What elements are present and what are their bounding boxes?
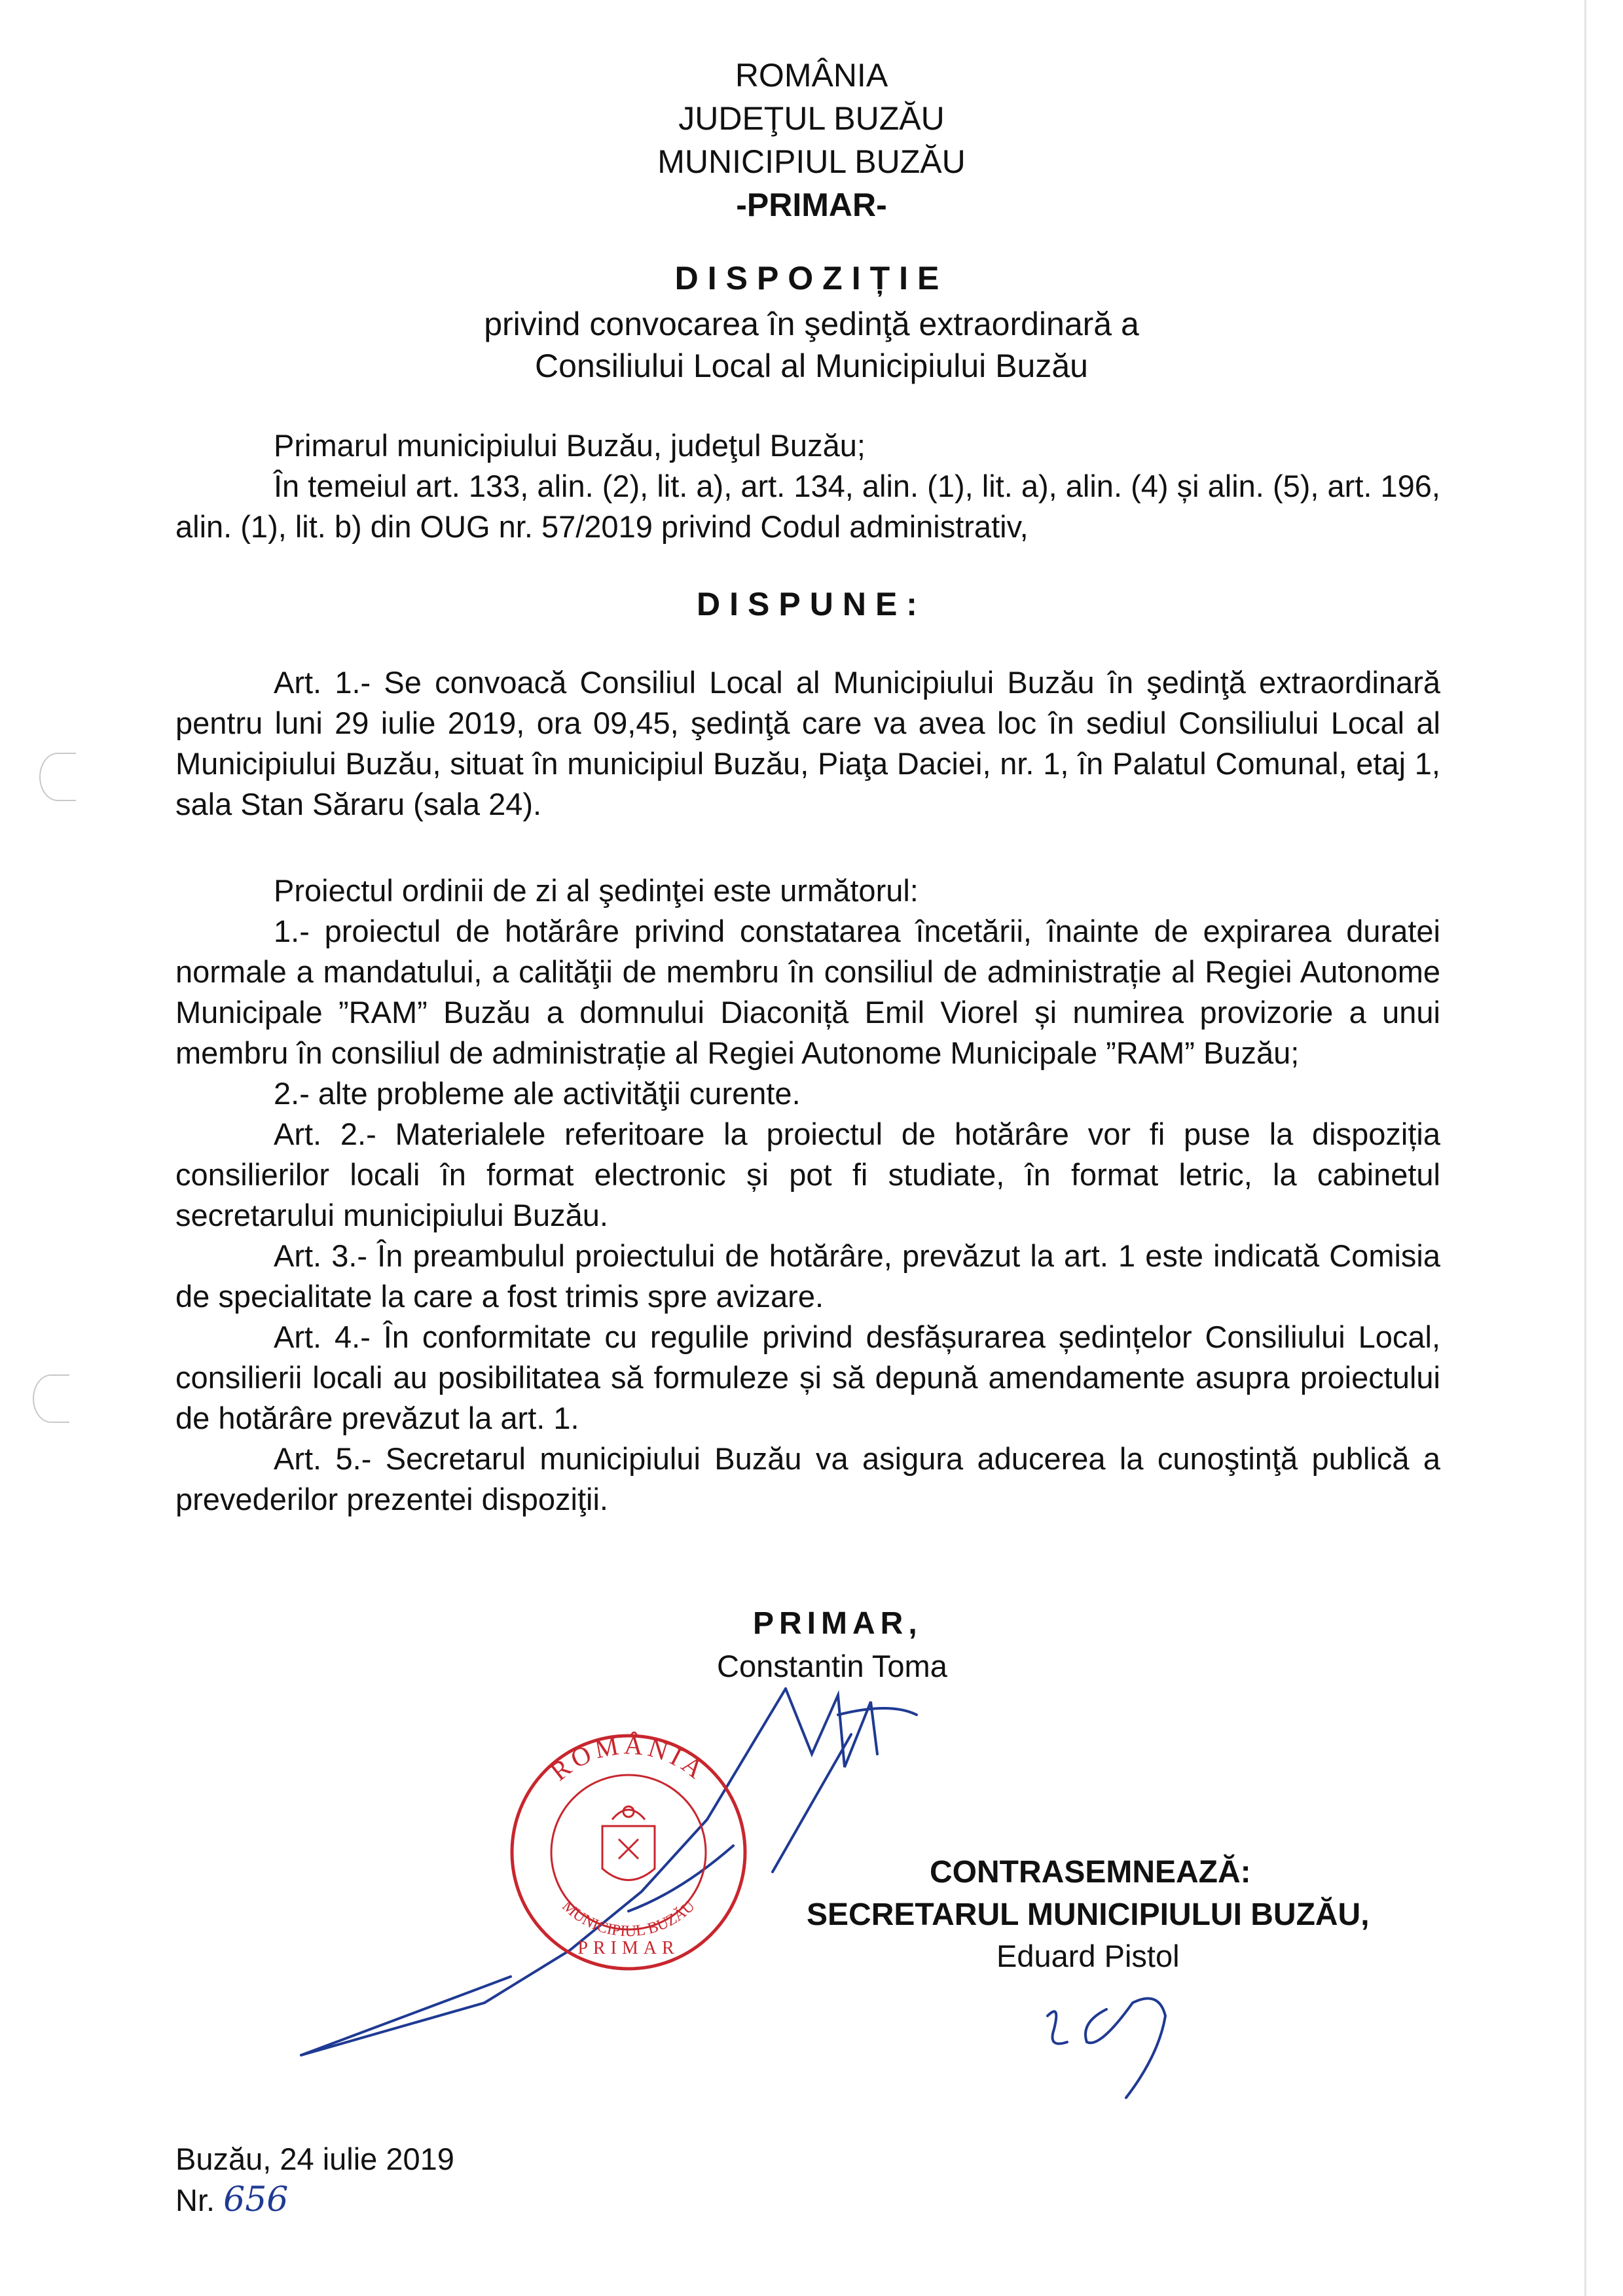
agenda-section bbox=[175, 870, 1440, 1520]
preamble bbox=[175, 425, 1440, 547]
header-office: -PRIMAR- bbox=[736, 187, 887, 223]
official-stamp bbox=[504, 1728, 753, 1977]
preamble-line1: Primarul municipiului Buzău, judeţul Buzău; bbox=[274, 428, 866, 463]
punch-hole-mark bbox=[39, 753, 76, 801]
article-1-text: Art. 1.- Se convoacă Consiliul Local al Municipiului Buzău în şedinţă extraordinară pentru luni 29 iulie 2019, ora 09,45, şedinţă care va avea loc în sediul Consiliului Local al Municipiului Buzău, situat în municipiul Buzău, Piaţa Daciei, nr. 1, în Palatul Comunal, etaj 1, sala Stan Săraru (sala 24). bbox=[175, 665, 1440, 821]
preamble-line2: În temeiul art. 133, alin. (2), lit. a), art. 134, alin. (1), lit. a), alin. (4) și alin. (5), art. 196, alin. (1), lit. b) din OUG nr. 57/2019 privind Codul administrativ, bbox=[175, 469, 1440, 544]
header-county: JUDEŢUL BUZĂU bbox=[678, 100, 945, 137]
footer-number-label: Nr. bbox=[175, 2183, 215, 2217]
footer-number-value: 656 bbox=[223, 2180, 289, 2219]
stamp-top-text: ROMÂNIA bbox=[544, 1730, 712, 1787]
countersign-label: CONTRASEMNEAZĂ: bbox=[930, 1855, 1251, 1890]
footer-place-date: Buzău, 24 iulie 2019 bbox=[175, 2142, 454, 2176]
countersign-name: Eduard Pistol bbox=[996, 1939, 1180, 1973]
document-subtitle-line2: Consiliului Local al Municipiului Buzău bbox=[535, 348, 1088, 384]
header-municipality: MUNICIPIUL BUZĂU bbox=[657, 143, 966, 180]
punch-hole-mark bbox=[33, 1374, 69, 1423]
article-1 bbox=[175, 662, 1440, 825]
mayor-title: PRIMAR, bbox=[753, 1606, 922, 1641]
secretary-signature-scribble bbox=[1034, 1977, 1244, 2108]
stamp-bottom-text: MUNICIPIUL BUZĂU bbox=[558, 1897, 699, 1941]
mayor-name: Constantin Toma bbox=[717, 1649, 947, 1683]
document-subtitle-line1: privind convocarea în şedinţă extraordinară a bbox=[484, 306, 1139, 342]
article-4-text: Art. 4.- În conformitate cu regulile privind desfășurarea ședințelor Consiliului Local, consilierii locali au posibilitatea să formuleze și să depună amendamente asupra proiectului de hotărâre prevăzut la art. 1. bbox=[175, 1319, 1440, 1435]
decision-word: DISPUNE: bbox=[697, 586, 926, 622]
agenda-intro: Proiectul ordinii de zi al şedinţei este următorul: bbox=[274, 873, 919, 908]
article-2-text: Art. 2.- Materialele referitoare la proiectul de hotărâre vor fi puse la dispoziția consilierilor locali în format electronic și pot fi studiate, în format letric, la cabinetul secretarului municipiului Buzău. bbox=[175, 1117, 1440, 1232]
footer-number bbox=[175, 2179, 288, 2221]
document-title: DISPOZIȚIE bbox=[674, 260, 949, 296]
stamp-role-text: PRIMAR bbox=[577, 1938, 680, 1958]
article-5-text: Art. 5.- Secretarul municipiului Buzău va asigura aducerea la cunoştinţă publică a prevederilor prezentei dispoziţii. bbox=[175, 1441, 1440, 1516]
article-3-text: Art. 3.- În preambulul proiectului de hotărâre, prevăzut la art. 1 este indicată Comisia de specialitate la care a fost trimis spre avizare. bbox=[175, 1238, 1440, 1314]
countersign-title: SECRETARUL MUNICIPIULUI BUZĂU, bbox=[807, 1897, 1370, 1932]
coat-of-arms-icon bbox=[602, 1806, 655, 1880]
header-country: ROMÂNIA bbox=[735, 57, 888, 94]
agenda-item-2: 2.- alte probleme ale activităţii curente. bbox=[274, 1076, 801, 1111]
agenda-item-1: 1.- proiectul de hotărâre privind constatarea încetării, înainte de expirarea duratei normale a mandatului, a calităţii de membru în consiliul de administrație al Regiei Autonome Municipale ”RAM” Buzău a domnului Diaconiță Emil Viorel și numirea provizorie a unui membru în consiliul de administrație al Regiei Autonome Municipale ”RAM” Buzău; bbox=[175, 914, 1440, 1070]
